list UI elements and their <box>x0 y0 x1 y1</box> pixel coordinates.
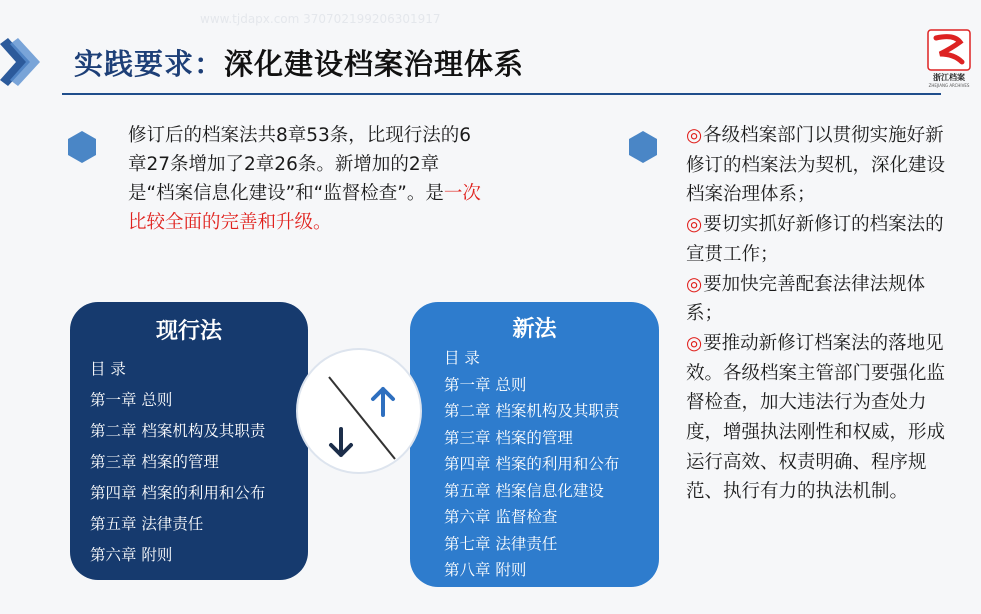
requirement-item: ◎要切实抓好新修订的档案法的宣贯工作； <box>686 214 944 265</box>
new-law-list <box>444 345 619 584</box>
requirement-item: ◎要加快完善配套法律法规体系； <box>686 273 926 325</box>
chevron-right-icon <box>0 38 40 86</box>
list-item: 第三章 档案的管理 <box>90 453 219 471</box>
title-keyword: 实践要求： <box>74 47 225 81</box>
page-title <box>74 42 524 83</box>
current-law-title: 现行法 <box>155 319 222 344</box>
logo-text: 浙江档案 <box>933 73 965 82</box>
logo-subtext: ZHEJIANG ARCHIVES <box>928 83 970 88</box>
list-item: 目 录 <box>444 349 480 367</box>
list-item: 第一章 总则 <box>444 375 527 394</box>
list-item: 目 录 <box>90 360 126 378</box>
intro-text: 修订后的档案法共8章53条，比现行法的6章27条增加了2章26条。新增加的2章是“档案信息化建设”和“监督检查”。是 <box>128 125 472 204</box>
new-law-panel <box>410 302 659 587</box>
list-item: 第五章 档案信息化建设 <box>444 481 604 500</box>
requirement-item: ◎要推动新修订档案法的落地见效。各级档案主管部门要强化监督检查，加大违法行为查处力度，增强执法刚性和权威，形成运行高效、权责明确、程序规范、执行有力的执法机制。 <box>686 332 946 503</box>
title-divider <box>62 93 941 95</box>
requirements-list <box>686 121 956 507</box>
exchange-arrows-icon <box>295 347 423 475</box>
watermark: www.tjdapx.com 370702199206301917 <box>200 12 441 26</box>
title-text: 深化建设档案治理体系 <box>224 47 525 81</box>
hexagon-bullet-icon <box>66 130 98 164</box>
list-item: 第三章 档案的管理 <box>444 428 573 447</box>
list-item: 第八章 附则 <box>444 561 527 579</box>
requirement-item: ◎各级档案部门以贯彻实施好新修订的档案法为契机，深化建设档案治理体系； <box>686 125 946 206</box>
intro-highlight: 一次比较全面的完善和升级。 <box>128 183 481 233</box>
list-item: 第六章 附则 <box>90 546 173 564</box>
circle-marker-icon: ◎ <box>686 332 703 354</box>
new-law-title: 新法 <box>512 317 557 342</box>
current-law-panel <box>70 302 308 580</box>
current-law-list <box>90 354 265 571</box>
list-item: 第二章 档案机构及其职责 <box>444 402 620 420</box>
list-item: 第六章 监督检查 <box>444 508 558 526</box>
list-item: 第四章 档案的利用和公布 <box>444 455 620 473</box>
list-item: 第五章 法律责任 <box>90 515 204 533</box>
intro-paragraph <box>128 121 483 237</box>
circle-marker-icon: ◎ <box>686 273 703 295</box>
circle-marker-icon: ◎ <box>686 214 703 236</box>
list-item: 第二章 档案机构及其职责 <box>90 422 266 440</box>
logo-mark-icon <box>924 28 974 72</box>
list-item: 第一章 总则 <box>90 391 173 409</box>
list-item: 第七章 法律责任 <box>444 534 558 553</box>
circle-marker-icon: ◎ <box>686 125 703 146</box>
hexagon-bullet-icon <box>627 130 659 164</box>
list-item: 第四章 档案的利用和公布 <box>90 484 266 502</box>
logo <box>924 28 974 90</box>
